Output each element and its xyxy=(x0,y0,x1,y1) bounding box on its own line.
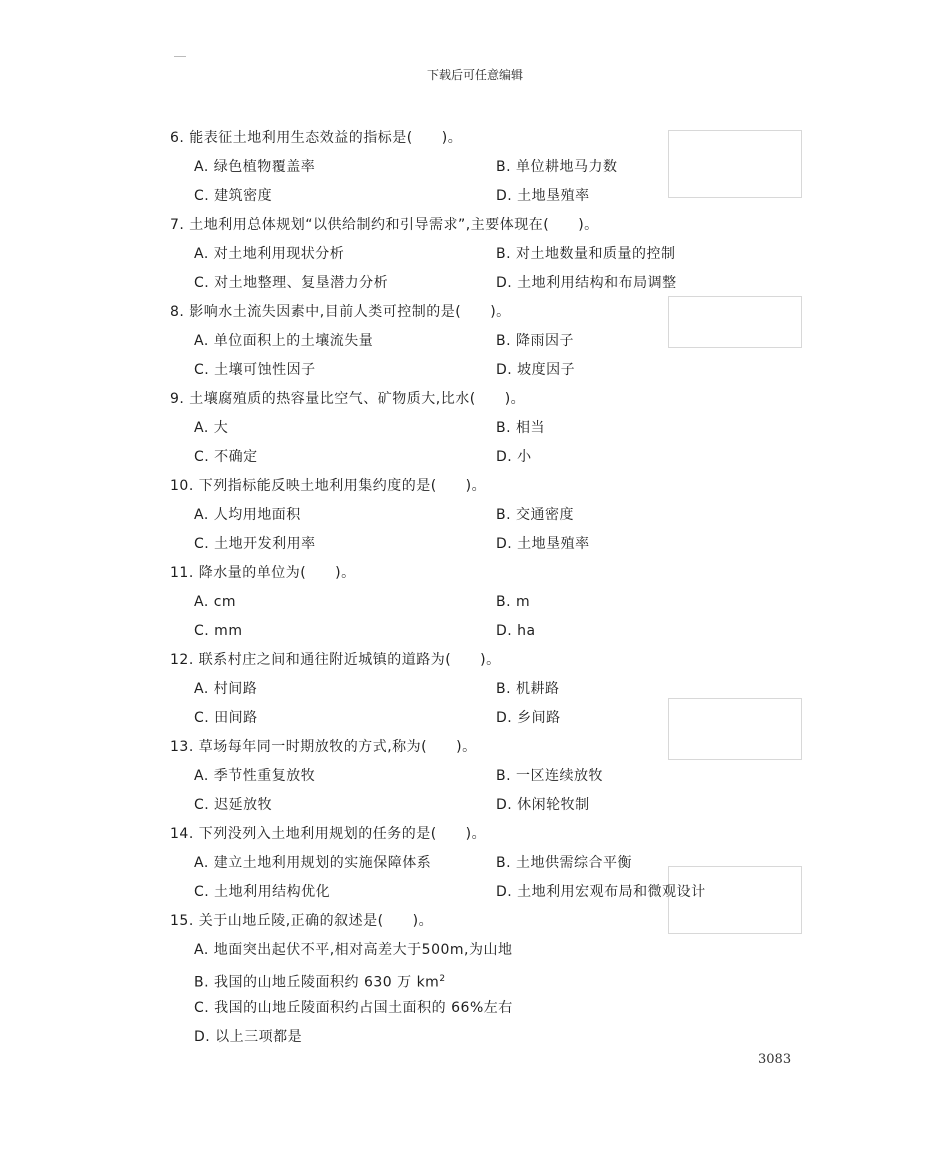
option-c: C. mm xyxy=(194,623,243,639)
option-b: B. 对土地数量和质量的控制 xyxy=(496,246,676,262)
question-stem: 14. 下列没列入土地利用规划的任务的是( )。 xyxy=(170,826,487,842)
question-stem: 6. 能表征土地利用生态效益的指标是( )。 xyxy=(170,130,463,146)
question-stem: 7. 土地利用总体规划“以供给制约和引导需求”,主要体现在( )。 xyxy=(170,217,599,233)
option-a: A. cm xyxy=(194,594,237,610)
option-c: C. 建筑密度 xyxy=(194,188,273,204)
option-a: A. 单位面积上的土壤流失量 xyxy=(194,333,374,349)
option-b: B. 土地供需综合平衡 xyxy=(496,855,633,871)
question-stem: 12. 联系村庄之间和通往附近城镇的道路为( )。 xyxy=(170,652,501,668)
question-stem: 9. 土壤腐殖质的热容量比空气、矿物质大,比水( )。 xyxy=(170,391,526,407)
option-b: B. 我国的山地丘陵面积约 630 万 km xyxy=(194,974,440,991)
superscript: 2 xyxy=(439,974,446,984)
option-c: C. 土地开发利用率 xyxy=(194,536,316,552)
option-a: A. 地面突出起伏不平,相对高差大于500m,为山地 xyxy=(194,942,513,958)
option-c: C. 我国的山地丘陵面积约占国土面积的 66%左右 xyxy=(194,1000,513,1016)
option-a: A. 建立土地利用规划的实施保障体系 xyxy=(194,855,432,871)
question-stem: 10. 下列指标能反映土地利用集约度的是( )。 xyxy=(170,478,487,494)
option-c: C. 对土地整理、复垦潜力分析 xyxy=(194,275,389,291)
page-number: 3083 xyxy=(758,1052,792,1067)
header-note: 下载后可任意编辑 xyxy=(426,68,523,82)
option-c: C. 不确定 xyxy=(194,449,258,465)
option-d: D. 土地垦殖率 xyxy=(496,188,590,204)
option-b: B. 单位耕地马力数 xyxy=(496,159,618,175)
option-d: D. 乡间路 xyxy=(496,710,561,726)
option-c: C. 土壤可蚀性因子 xyxy=(194,362,316,378)
question-stem: 13. 草场每年同一时期放牧的方式,称为( )。 xyxy=(170,739,477,755)
option-d: D. 以上三项都是 xyxy=(194,1029,303,1045)
option-b: B. 机耕路 xyxy=(496,681,560,697)
question-15 xyxy=(170,907,790,1052)
question-11 xyxy=(170,559,790,646)
question-8 xyxy=(170,298,790,385)
option-d: D. 土地垦殖率 xyxy=(496,536,590,552)
question-6 xyxy=(170,124,790,211)
option-d: D. 土地利用结构和布局调整 xyxy=(496,275,677,291)
option-a: A. 村间路 xyxy=(194,681,258,697)
option-a: A. 绿色植物覆盖率 xyxy=(194,159,316,175)
option-b: B. 一区连续放牧 xyxy=(496,768,604,784)
option-b: B. 降雨因子 xyxy=(496,333,575,349)
option-c: C. 田间路 xyxy=(194,710,258,726)
option-c: C. 迟延放牧 xyxy=(194,797,273,813)
question-stem: 8. 影响水土流失因素中,目前人类可控制的是( )。 xyxy=(170,304,511,320)
question-stem: 11. 降水量的单位为( )。 xyxy=(170,565,356,581)
question-10 xyxy=(170,472,790,559)
question-7 xyxy=(170,211,790,298)
option-d: D. ha xyxy=(496,623,536,639)
option-a: A. 人均用地面积 xyxy=(194,507,301,523)
option-d: D. 坡度因子 xyxy=(496,362,576,378)
question-9 xyxy=(170,385,790,472)
option-b-wrapper xyxy=(194,965,446,998)
question-13 xyxy=(170,733,790,820)
option-d: D. 土地利用宏观布局和微观设计 xyxy=(496,884,706,900)
option-b: B. m xyxy=(496,594,531,610)
option-d: D. 小 xyxy=(496,449,532,465)
option-a: A. 大 xyxy=(194,420,229,436)
option-b: B. 交通密度 xyxy=(496,507,575,523)
question-stem: 15. 关于山地丘陵,正确的叙述是( )。 xyxy=(170,913,434,929)
option-b: B. 相当 xyxy=(496,420,546,436)
option-d: D. 休闲轮牧制 xyxy=(496,797,590,813)
question-14 xyxy=(170,820,790,907)
option-a: A. 季节性重复放牧 xyxy=(194,768,316,784)
question-list xyxy=(170,124,790,1052)
question-12 xyxy=(170,646,790,733)
option-a: A. 对土地利用现状分析 xyxy=(194,246,345,262)
option-c: C. 土地利用结构优化 xyxy=(194,884,331,900)
corner-mark xyxy=(174,56,186,57)
